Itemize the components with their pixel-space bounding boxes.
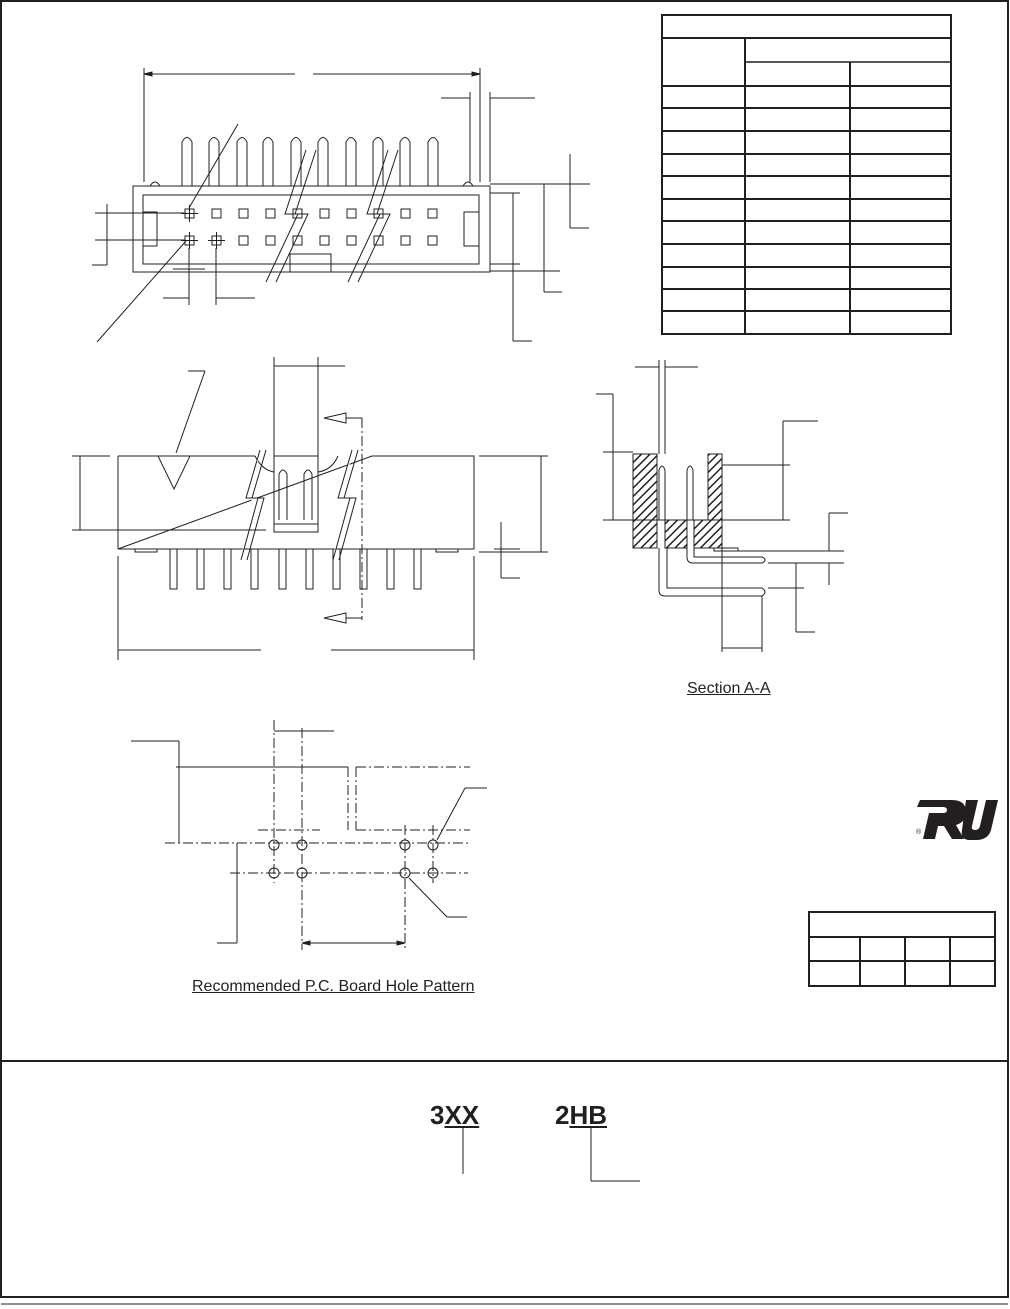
pin-table <box>662 15 951 334</box>
registered-mark: ® <box>916 829 922 836</box>
part-number-suffix-code: HB <box>569 1100 608 1130</box>
section-a-a-caption: Section A-A <box>687 680 771 697</box>
ur-logo-icon <box>917 800 998 840</box>
part-number-variable: XX <box>444 1100 480 1130</box>
top-pins <box>182 138 438 187</box>
sheet-border <box>1 1 1008 1304</box>
contact-grid <box>181 205 437 249</box>
part-number-prefix: 3 <box>430 1100 445 1130</box>
part-number-leaders <box>463 1128 640 1181</box>
hole-pattern <box>131 720 487 950</box>
front-pins <box>170 549 421 589</box>
section-a-a <box>596 360 848 652</box>
hole-pattern-caption: Recommended P.C. Board Hole Pattern <box>192 978 475 995</box>
part-number-left <box>430 1100 479 1131</box>
small-table <box>809 912 995 986</box>
part-number-suffix-digit: 2 <box>555 1100 570 1130</box>
part-number-right <box>555 1100 607 1131</box>
top-view <box>92 68 590 342</box>
front-view <box>72 357 548 660</box>
